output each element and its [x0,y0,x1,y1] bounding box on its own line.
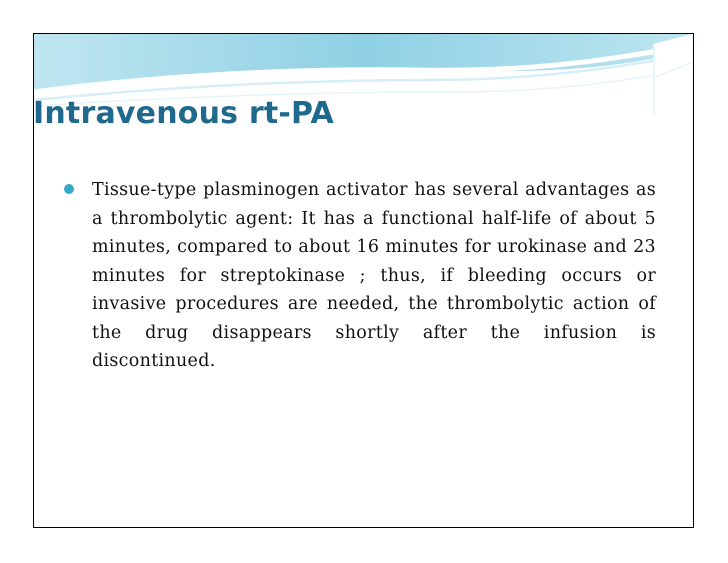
slide-title: Intravenous rt-PA [33,96,334,131]
bullet-item [64,176,656,376]
bullet-text: Tissue-type plasminogen activator has several advantages as a thrombolytic agent: It has a functional half-life of about 5 minutes, compared to about 16 minutes for urokinase and 23 minutes for streptokinase ; thus, if bleeding occurs or invasive procedures are needed, the thrombolytic action of the drug disappears shortly after the infusion is discontinued. [92,180,656,371]
slide-content [64,176,656,376]
bullet-dot-icon [64,184,74,194]
slide-corner-decoration [653,34,693,114]
